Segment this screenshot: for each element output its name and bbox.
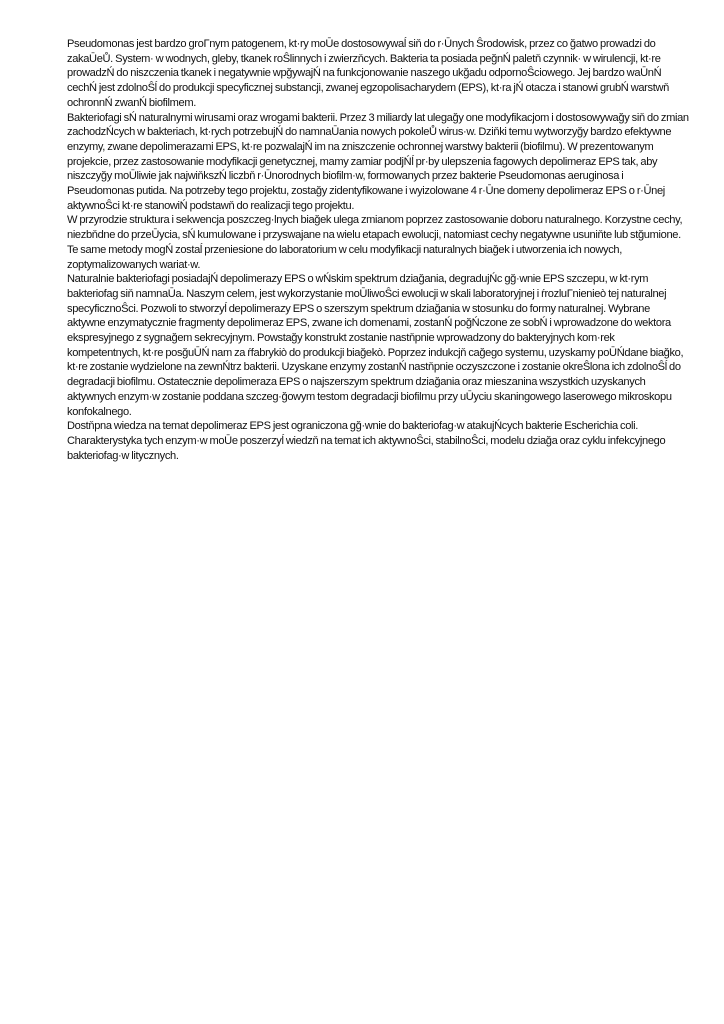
paragraph-pseudomonas-pathogen: Pseudomonas jest bardzo groΓnym patogenem, kt·ry moŪe dostosowywaĺ siň do r·Ūnych Ŝrodowisk, przez co ğatwo prowadzi do zakaŪeŮ. System· w wodnych, gleby, tkanek roŜlinnych i zwierzňcych. Bakteria ta posiada peğnŃ paletň czynnik· w wirulencji, kt·re prowadzŃ do niszczenia tkanek i negatywnie wpğywajŃ na funkcjonowanie naszego ukğadu odpornoŜciowego. Jej bardzo waŪnŃ cechŃ jest zdolnoŜĺ do produkcji specyficznej substancji, zwanej egzopolisacharydem (EPS), kt·ra jŃ otacza i stanowi grubŃ warstwň ochronnŃ zwanŃ biofilmem. [67,38,669,109]
paragraph-natural-selection: W przyrodzie struktura i sekwencja poszczeg·lnych biağek ulega zmianom poprzez zastosowanie doboru naturalnego. Korzystne cechy, niezbňdne do przeŪycia, sŃ kumulowane i przyswajane na wielu etapach ewolucji, natomiast cechy negatywne usuniňte lub stğumione. Te same metody mogŃ zostaĺ przeniesione do laboratorium w celu modyfikacji naturalnych biağek i utworzenia ich nowych, zoptymalizowanych wariat·w. [67,214,683,271]
paragraph-bacteriophages: Bakteriofagi sŃ naturalnymi wirusami oraz wrogami bakterii. Przez 3 miliardy lat ulegağy one modyfikacjom i dostosowywağy siň do zmian zachodzŃcych w bakteriach, kt·rych potrzebujŃ do namnaŪania nowych pokoleŮ wirus·w. Dziňki temu wytworzyğy bardzo efektywne enzymy, zwane depolimerazami EPS, kt·re pozwalajŃ im na zniszczenie ochronnej warstwy bakterii (biofilmu). W prezentowanym projekcie, przez zastosowanie modyfikacji genetycznej, mamy zamiar podjŃĺ pr·by ulepszenia fagowych depolimeraz EPS tak, aby niszczyğy moŪliwie jak najwiňkszŃ liczbň r·Ūnorodnych biofilm·w, formowanych przez bakterie Pseudomonas aeruginosa i Pseudomonas putida. Na potrzeby tego projektu, zostağy zidentyfikowane i wyizolowane 4 r·Ūne domeny depolimeraz EPS o r·Ūnej aktywnoŜci kt·re stanowiŃ podstawň do realizacji tego projektu. [67,111,689,212]
paragraph-project-method: Naturalnie bakteriofagi posiadajŃ depolimerazy EPS o wŃskim spektrum dziağania, degradujŃc gğ·wnie EPS szczepu, w kt·rym bakteriofag siň namnaŪa. Naszym celem, jest wykorzystanie moŪliwoŜci ewolucji w skali laboratoryjnej i ŕrozluΓnienieò tej naturalnej specyficznoŜci. Pozwoli to stworzyĺ depolimerazy EPS o szerszym spektrum dziağania w stosunku do formy naturalnej. Wybrane aktywne enzymatycznie fragmenty depolimeraz EPS, zwane ich domenami, zostanŃ poğŃczone ze sobŃ i wprowadzone do wektora ekspresyjnego z sygnağem sekrecyjnym. Powstağy konstrukt zostanie nastňpnie wprowadzony do bakteryjnych kom·rek kompetentnych, kt·re posğuŪŃ nam za ŕfabrykiò do produkcji biağekò. Poprzez indukcjň cağego systemu, uzyskamy poŪŃdane biağko, kt·re zostanie wydzielone na zewnŃtrz bakterii. Uzyskane enzymy zostanŃ nastňpnie oczyszczone i zostanie okreŜlona ich zdolnoŜĺ do degradacji biofilmu. Ostatecznie depolimeraza EPS o najszerszym spektrum dziağania oraz mieszanina wszystkich uzyskanych aktywnych enzym·w zostanie poddana szczeg·ğowym testom degradacji biofilmu przy uŪyciu skaningowego laserowego mikroskopu konfokalnego. [67,273,684,418]
paragraph-current-knowledge: Dostňpna wiedza na temat depolimeraz EPS jest ograniczona gğ·wnie do bakteriofag·w atakujŃcych bakterie Escherichia coli. Charakterystyka tych enzym·w moŪe poszerzyĺ wiedzň na temat ich aktywnoŜci, stabilnoŜci, modelu dziağa oraz cyklu infekcyjnego bakteriofag·w litycznych. [67,420,666,462]
document-body [67,37,689,463]
